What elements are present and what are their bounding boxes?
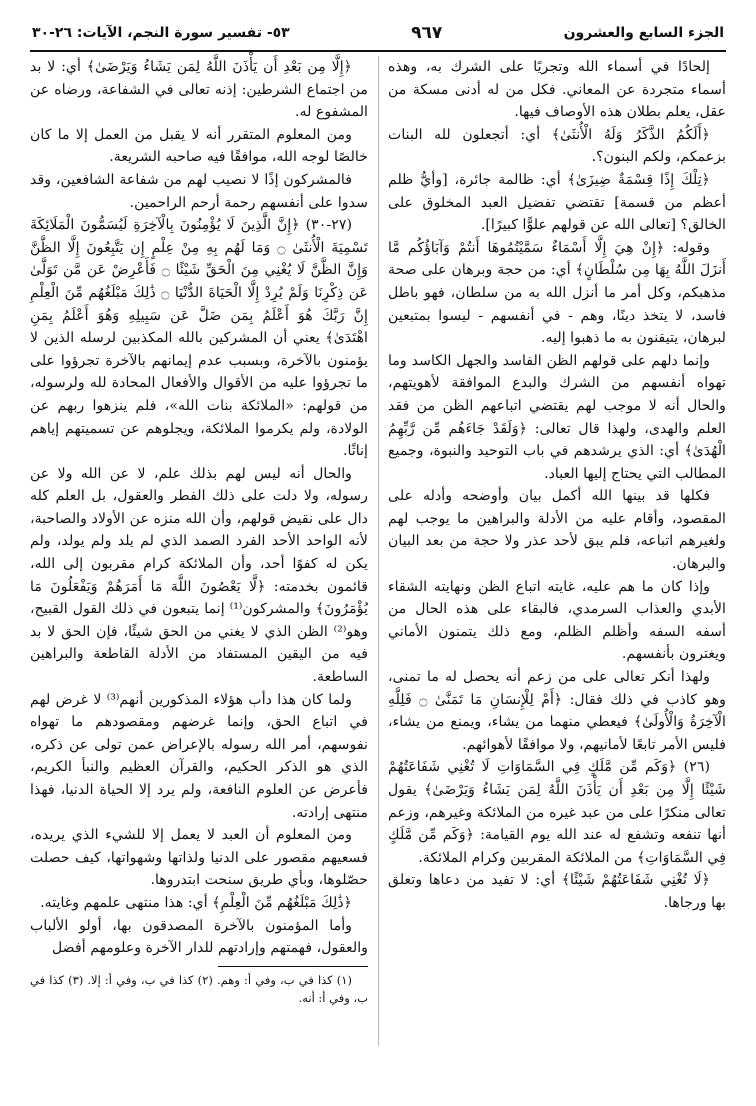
paragraph: ومن المعلوم أن العبد لا يعمل إلا للشيء الذي يريده، فسعيهم مقصور على الدنيا ولذاتها وشهواتها، كيف حصلت حصّلوها، وبأي طريق سنحت ابتدروها.: [30, 827, 368, 889]
paragraph: ﴿ذَٰلِكَ مَبْلَغُهُم مِّنَ الْعِلْمِ﴾ أي: هذا منتهى علمهم وغايته.: [40, 894, 352, 911]
column-divider: [378, 56, 379, 1046]
right-column: [388, 56, 726, 915]
paragraph: فالمشركون إذًا لا نصيب لهم من شفاعة الشافعين، وقد سدوا على أنفسهم رحمة أرحم الراحمين.: [30, 171, 368, 211]
paragraph: ﴿إِلَّا مِن بَعْدِ أَن يَأْذَنَ اللَّهُ لِمَن يَشَاءُ وَيَرْضَىٰ﴾ أي: لا بد من اجتماع الشرطين: إذنه تعالى في الشفاعة، ورضاه عن المشفوع له.: [30, 59, 368, 121]
paragraph: (٢٧-٣٠) ﴿إِنَّ الَّذِينَ لَا يُؤْمِنُونَ بِالْآخِرَةِ لَيُسَمُّونَ الْمَلَائِكَةَ تَسْمِيَةَ الْأُنثَىٰ ۝ وَمَا لَهُم بِهِ مِنْ عِلْمٍ إِن يَتَّبِعُونَ إِلَّا الظَّنَّ وَإِنَّ الظَّنَّ لَا يُغْنِي مِنَ الْحَقِّ شَيْئًا ۝ فَأَعْرِضْ عَن مَّن تَوَلَّىٰ عَن ذِكْرِنَا وَلَمْ يُرِدْ إِلَّا الْحَيَاةَ الدُّنْيَا ۝ ذَٰلِكَ مَبْلَغُهُم مِّنَ الْعِلْمِ إِنَّ رَبَّكَ هُوَ أَعْلَمُ بِمَن ضَلَّ عَن سَبِيلِهِ وَهُوَ أَعْلَمُ بِمَنِ اهْتَدَىٰ﴾ يعني أن المشركين بالله المكذبين لرسله الذين لا يؤمنون بالآخرة، وبسبب عدم إيمانهم بالآخرة تجرؤوا على ما تجرؤوا عليه من الأقوال والأفعال المحادة لله ولرسوله، من قولهم: «الملائكة بنات الله»، فلم ينزهوا ربهم عن الولادة، ولم يكرموا الملائكة، ويجلوهم عن تسميتهم إياهم إناثًا.: [30, 217, 369, 460]
left-column: [30, 56, 368, 1007]
page-header: [32, 22, 724, 44]
surah-title: ٥٣- تفسير سورة النجم، الآيات: ٢٦-٣٠: [32, 25, 290, 41]
paragraph: ﴿تِلْكَ إِذًا قِسْمَةٌ ضِيزَىٰ﴾ أي: ظالمة جائرة، [وأيُّ ظلم أعظم من قسمة] تقتضي تفضيل العبد المخلوق على الخالق؟ [تعالى الله عن قولهم علوًّا كبيرًا].: [388, 171, 726, 234]
paragraph: وإنما دلهم على قولهم الظن الفاسد والجهل الكاسد وما تهواه أنفسهم من الشرك والبدع الموافقة لأهويتهم، والحال أنه لا موجب لهم يقتضي اتباعهم الظن من فقد العلم والهدى، ولهذا قال تعالى: ﴿وَلَقَدْ جَاءَهُم مِّن رَّبِّهِمُ الْهُدَىٰ﴾ أي: الذي يرشدهم في باب التوحيد والنبوة، وجميع المطالب التي يحتاج إليها العباد.: [388, 352, 726, 482]
paragraph: ولما كان هذا دأب هؤلاء المذكورين أنهم⁽³⁾ لا غرض لهم في اتباع الحق، وإنما غرضهم ومقصودهم ما تهواه نفوسهم، أمر الله رسوله بالإعراض عمن تولى عن ذكره، الذي هو الذكر الحكيم، والقرآن العظيم والنبأ الكريم، فأعرض عن العلوم النافعة، ولم يرد إلا الحياة الدنيا، فهذا منتهى إرادته.: [30, 691, 368, 821]
footnotes: (١) كذا في ب، وفي أ: وهم. (٢) كذا في ب، وفي أ: إلا. (٣) كذا في ب، وفي أ: أنه.: [30, 972, 368, 1005]
paragraph: ﴿لَا تُغْنِي شَفَاعَتُهُمْ شَيْئًا﴾ أي: لا تفيد من دعاها وتعلق بها ورجاها.: [388, 872, 726, 911]
paragraph: ﴿أَلَكُمُ الذَّكَرُ وَلَهُ الْأُنثَىٰ﴾ أي: أتجعلون لله البنات بزعمكم، ولكم البنون؟.: [388, 126, 726, 166]
page-number: ٩٦٧: [411, 23, 443, 43]
paragraph: وإذا كان ما هم عليه، غايته اتباع الظن ونهايته الشقاء الأبدي والعذاب السرمدي، فالبقاء على هذه الحال من أسفه السفه وأظلم الظلم، ومع ذلك يتمنون الأماني ويغترون بأنفسهم.: [388, 578, 726, 663]
paragraph: ولهذا أنكر تعالى على من زعم أنه يحصل له ما تمنى، وهو كاذب في ذلك فقال: ﴿أَمْ لِلْإِنسَانِ مَا تَمَنَّىٰ ۝ فَلِلَّهِ الْآخِرَةُ وَالْأُولَىٰ﴾ فيعطي منهما من يشاء، ويمنع من يشاء، فليس الأمر تابعًا لأمانيهم، ولا موافقًا لأهوائهم.: [388, 669, 726, 753]
paragraph: والحال أنه ليس لهم بذلك علم، لا عن الله ولا عن رسوله، ولا دلت على ذلك الفطر والعقول، بل العلم كله دال على نقيض قولهم، وأن الله منزه عن الأولاد والصاحبة، لأنه الواحد الأحد الفرد الصمد الذي لم يلد ولم يولد، ولم يكن له كفوًا أحد، وأن الملائكة كرام مقربون إلى الله، قائمون بخدمته: ﴿لَّا يَعْصُونَ اللَّهَ مَا أَمَرَهُمْ وَيَفْعَلُونَ مَا يُؤْمَرُونَ﴾ والمشركون⁽¹⁾ إنما يتبعون في ذلك القول القبيح، وهو⁽²⁾ الظن الذي لا يغني من الحق شيئًا، فإن الحق لا بد فيه من اليقين المستفاد من الأدلة القاطعة والبراهين الساطعة.: [30, 465, 368, 686]
part-title: الجزء السابع والعشرون: [563, 25, 724, 41]
header-rule: [30, 50, 726, 52]
paragraph: إلحادًا في أسماء الله وتجريًا على الشرك به، وهذه أسماء متجردة عن المعاني. فكل من له أدنى مسكة من عقل، يعلم بطلان هذه الأوصاف فيها.: [388, 59, 726, 121]
footnote-rule: [218, 966, 368, 967]
paragraph: فكلها قد بينها الله أكمل بيان وأوضحه وأدله على المقصود، وأقام عليه من الأدلة والبراهين ما يوجب لهم ولغيرهم اتباعه، فلم يبق لأحد عذر ولا حجة من بعد البيان والبرهان.: [388, 488, 726, 573]
paragraph: وقوله: ﴿إِنْ هِيَ إِلَّا أَسْمَاءٌ سَمَّيْتُمُوهَا أَنتُمْ وَآبَاؤُكُم مَّا أَنزَلَ اللَّهُ بِهَا مِن سُلْطَانٍ﴾ أي: من حجة وبرهان على صحة مذهبكم، وكل أمر ما أنزل الله به من سلطان، فهو باطل فاسد، لا يتخذ دينًا، وهم - في أنفسهم - ليسوا بمتبعين لبرهان، يتيقنون به ما ذهبوا إليه.: [388, 239, 726, 347]
paragraph: وأما المؤمنون بالآخرة المصدقون بها، أولو الألباب والعقول، فهمتهم وإرادتهم للدار الآخرة وعلومهم أفضل: [30, 917, 368, 957]
paragraph: (٢٦) ﴿وَكَم مِّن مَّلَكٍ فِي السَّمَاوَاتِ لَا تُغْنِي شَفَاعَتُهُمْ شَيْئًا إِلَّا مِن بَعْدِ أَن يَأْذَنَ اللَّهُ لِمَن يَشَاءُ وَيَرْضَىٰ﴾ يقول تعالى منكرًا على من عبد غيره من الملائكة وغيرهم، وزعم أنها تنفعه وتشفع له عند الله يوم القيامة: ﴿وَكَم مِّن مَّلَكٍ فِي السَّمَاوَاتِ﴾ من الملائكة المقربين وكرام الملائكة.: [388, 759, 726, 866]
paragraph: ومن المعلوم المتقرر أنه لا يقبل من العمل إلا ما كان خالصًا لوجه الله، موافقًا فيه صاحبه الشريعة.: [30, 126, 368, 166]
